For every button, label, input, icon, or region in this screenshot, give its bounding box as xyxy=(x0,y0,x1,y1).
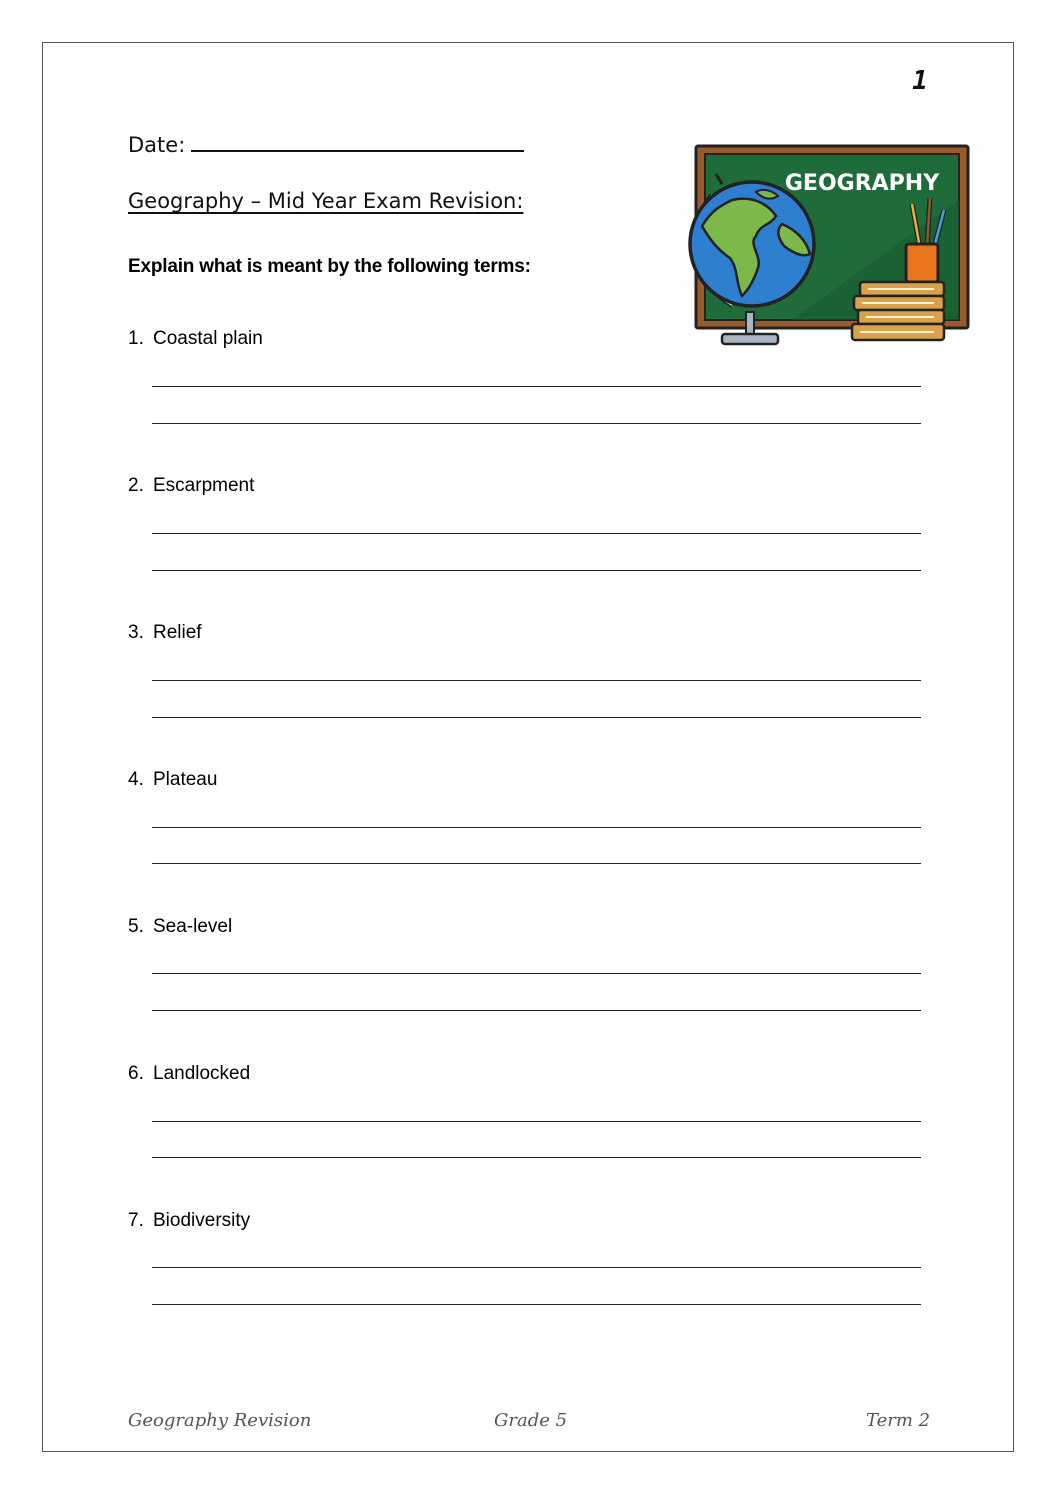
question-term: Escarpment xyxy=(153,475,255,496)
answer-line[interactable] xyxy=(152,1010,921,1011)
question-7 xyxy=(128,1210,250,1232)
instruction-text: Explain what is meant by the following terms: xyxy=(128,256,531,277)
answer-line[interactable] xyxy=(152,1121,921,1122)
answer-line[interactable] xyxy=(152,973,921,974)
question-number: 5. xyxy=(128,916,144,937)
question-3 xyxy=(128,622,202,644)
worksheet-title: Geography – Mid Year Exam Revision: xyxy=(128,189,524,213)
question-2 xyxy=(128,475,254,497)
answer-line[interactable] xyxy=(152,386,921,387)
answer-line[interactable] xyxy=(152,863,921,864)
answer-line[interactable] xyxy=(152,1267,921,1268)
question-number: 7. xyxy=(128,1210,144,1231)
question-4 xyxy=(128,769,217,791)
date-label: Date: xyxy=(128,133,186,157)
geography-illustration xyxy=(672,140,976,352)
answer-line[interactable] xyxy=(152,1157,921,1158)
question-term: Biodiversity xyxy=(153,1210,251,1231)
question-number: 6. xyxy=(128,1063,144,1084)
pencil-cup-icon xyxy=(906,244,938,282)
question-number: 1. xyxy=(128,328,144,349)
footer-left: Geography Revision xyxy=(128,1410,312,1431)
date-blank[interactable] xyxy=(191,128,524,152)
answer-line[interactable] xyxy=(152,717,921,718)
date-field xyxy=(128,128,524,157)
answer-line[interactable] xyxy=(152,570,921,571)
question-1 xyxy=(128,328,263,350)
footer-center: Grade 5 xyxy=(494,1410,568,1431)
answer-line[interactable] xyxy=(152,827,921,828)
question-term: Sea-level xyxy=(153,916,233,937)
question-5 xyxy=(128,916,232,938)
answer-line[interactable] xyxy=(152,1304,921,1305)
question-term: Coastal plain xyxy=(153,328,263,349)
question-number: 4. xyxy=(128,769,144,790)
board-text: GEOGRAPHY xyxy=(784,171,940,196)
question-number: 3. xyxy=(128,622,144,643)
page-number: 1 xyxy=(912,66,928,96)
question-term: Plateau xyxy=(153,769,218,790)
question-6 xyxy=(128,1063,250,1085)
answer-line[interactable] xyxy=(152,533,921,534)
answer-line[interactable] xyxy=(152,680,921,681)
question-number: 2. xyxy=(128,475,144,496)
answer-line[interactable] xyxy=(152,423,921,424)
footer-right: Term 2 xyxy=(866,1410,931,1431)
question-term: Landlocked xyxy=(153,1063,251,1084)
question-term: Relief xyxy=(153,622,202,643)
